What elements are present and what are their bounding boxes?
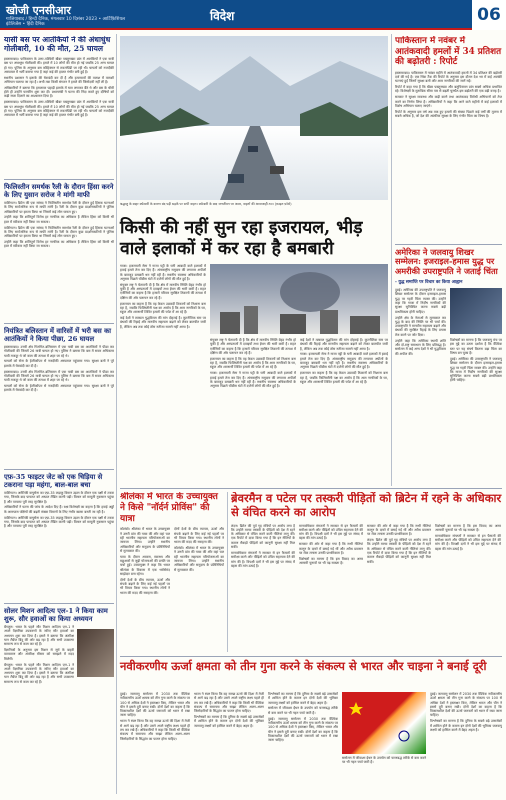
srilanka-story: श्रीलंका में भारत के उच्चायुक्त ने किसे "नॉर्दर्न प्रोविंस" की यात्रा कोलंबो। श्रीलंका में भारत के उच्चायुक्त ने उत्तरी प्रांत की यात्रा की और वहां चल रही भारतीय सहायता परियोजनाओं का जायजा लिया। उन्होंने स्थानीय अधिकारियों और समुदाय के प्रतिनिधियों से मुलाकात की। यात्रा के दौरान आवास, स्वास्थ्य और मछुआरों से जुड़ी योजनाओं की प्रगति पर चर्चा हुई। उच्चायुक्त ने कहा कि भारत श्रीलंका के विकास में एक भरोसेमंद साझेदार बना रहेगा। दोनों देशों के बीच व्यापार, ऊर्जा और संपर्क बढ़ाने के लिए कई नई पहलों पर भी विचार किया गया। स्थानीय लोगों ने भारत की मदद की सराहना की। दोनों देशों के बीच व्यापार, ऊर्जा और संपर्क बढ़ाने के लिए कई नई पहलों पर भी विचार किया गया। स्थानीय लोगों ने भारत की मदद की सराहना की। कोलंबो। श्रीलंका में भारत के उच्चायुक्त ने उत्तरी प्रांत की यात्रा की और वहां चल रही भारतीय सहायता परियोजनाओं का जायजा लिया। उन्होंने स्थानीय अधिकारियों और समुदाय के प्रतिनिधियों से मुलाकात की। [120, 492, 224, 654]
snowfall-photo [120, 36, 388, 200]
israel-body-col3: कई देशों ने तत्काल युद्धविराम की मांग दोहराई है। कूटनीतिक स्तर पर बंधकों की रिहाई और मानवीय सहायता बढ़ाने को लेकर बातचीत जारी है, लेकिन अब तक कोई ठोस नतीजा सामने नहीं आया है। गाजा। इजरायली सेना ने गाजा पट्टी के घनी आबादी वाले इलाकों में हवाई हमले तेज कर दिए हैं। अंतरराष्ट्रीय समुदाय की लगातार अपीलों के बावजूद बमबारी थम नहीं रही है। स्थानीय स्वास्थ्य अधिकारियों के अनुसार पिछले चौबीस घंटों में दर्जनों लोगों की मौत हुई है। इजरायल का कहना है कि वह केवल उग्रवादी ठिकानों को निशाना बना रहा है, जबकि फिलिस्तीनी पक्ष का आरोप है कि आम नागरिकों के घर, स्कूल और शरणार्थी शिविर हमलों की चपेट में आ रहे हैं। [300, 338, 388, 384]
story-bus-attack-headline: यासी बस पर आतंकियों ने की अंधाधुंध गोलीबारी, 10 की मौत, 25 घायल [4, 36, 111, 53]
israel-body-col1: गाजा। इजरायली सेना ने गाजा पट्टी के घनी आबादी वाले इलाकों में हवाई हमले तेज कर दिए हैं। अंतरराष्ट्रीय समुदाय की लगातार अपीलों के बावजूद बमबारी थम नहीं रही है। स्थानीय स्वास्थ्य अधिकारियों के अनुसार पिछले चौबीस घंटों में दर्जनों लोगों की मौत हुई है। संयुक्त राष्ट्र ने चेतावनी दी है कि क्षेत्र में मानवीय स्थिति बेहद गंभीर हो चुकी है और अस्पतालों में दवाइयों तथा ईंधन की भारी कमी है। राहत एजेंसियों का कहना है कि हजारों परिवार सुरक्षित ठिकानों की तलाश में दक्षिण की ओर पलायन कर रहे हैं। इजरायल का कहना है कि वह केवल उग्रवादी ठिकानों को निशाना बना रहा है, जबकि फिलिस्तीनी पक्ष का आरोप है कि आम नागरिकों के घर, स्कूल और शरणार्थी शिविर हमलों की चपेट में आ रहे हैं। कई देशों ने तत्काल युद्धविराम की मांग दोहराई है। कूटनीतिक स्तर पर बंधकों की रिहाई और मानवीय सहायता बढ़ाने को लेकर बातचीत जारी है, लेकिन अब तक कोई ठोस नतीजा सामने नहीं आया है। [120, 264, 206, 329]
braverman-body-col1: लंदन। ब्रिटेन की पूर्व गृह मंत्रियों पर आरोप लगा है कि उन्होंने मानव तस्करी के पीड़ितों को देश में रहने के अधिकार से वंचित करने वाली नीतियां लागू कीं। एक रिपोर्ट में दावा किया गया है कि इन नीतियों के कारण सैकड़ों पीड़ितों को कानूनी सुरक्षा नहीं मिल सकी। मानवाधिकार संगठनों ने सरकार से इन फैसलों की समीक्षा करने और पीड़ितों को उचित सहायता देने की मांग की है। विपक्षी दलों ने भी इस मुद्दे पर संसद में बहस की मांग उठाई है। [231, 523, 295, 568]
israel-body-col2: संयुक्त राष्ट्र ने चेतावनी दी है कि क्षेत्र में मानवीय स्थिति बेहद गंभीर हो चुकी है और अस्पतालों में दवाइयों तथा ईंधन की भारी कमी है। राहत एजेंसियों का कहना है कि हजारों परिवार सुरक्षित ठिकानों की तलाश में दक्षिण की ओर पलायन कर रहे हैं। इजरायल का कहना है कि वह केवल उग्रवादी ठिकानों को निशाना बना रहा है, जबकि फिलिस्तीनी पक्ष का आरोप है कि आम नागरिकों के घर, स्कूल और शरणार्थी शिविर हमलों की चपेट में आ रहे हैं। गाजा। इजरायली सेना ने गाजा पट्टी के घनी आबादी वाले इलाकों में हवाई हमले तेज कर दिए हैं। अंतरराष्ट्रीय समुदाय की लगातार अपीलों के बावजूद बमबारी थम नहीं रही है। स्थानीय स्वास्थ्य अधिकारियों के अनुसार पिछले चौबीस घंटों में दर्जनों लोगों की मौत हुई है। [210, 338, 296, 389]
vice-president-photo [450, 288, 502, 334]
aditya-photo [77, 629, 114, 677]
story-aditya-headline: सोलर मिशन आदित्य एल-1 ने किया काम शुरू, सौर हवाओं का किया अध्ययन [4, 603, 114, 623]
masthead-subline: गाजियाबाद / हिन्दी दैनिक, मंगलवार 10 दिसंबर 2023 • आर्टिफ़िशियल इंटेलिजेंस • हिंदी दैनिक [6, 17, 126, 27]
story-f35-headline: एफ़-35 फाइटर जेट को एक चिड़िया से टकराना पड़ा महंगा, बाल-बाल बचा [4, 469, 114, 489]
snowfall-scene [120, 36, 388, 200]
section-title: विदेश [210, 9, 235, 23]
newspaper-brand: खोजी एनसीआर [6, 4, 71, 17]
story-f35-body: वाशिंगटन। अमेरिकी वायुसेना का एफ़-35 लड़ाकू विमान उड़ान के दौरान एक पक्षी से टकरा गया, जिसके बाद पायलट को आपात लैंडिंग करनी पड़ी। विमान को मामूली नुकसान पहुंचा है और पायलट पूरी तरह सुरक्षित है। अधिकारियों ने घटना की जांच के आदेश दिए हैं। रक्षा विशेषज्ञों का कहना है कि हवाई अड्डों के आसपास पक्षियों की बढ़ती संख्या विमानों के लिए गंभीर खतरा बनती जा रही है। वाशिंगटन। अमेरिकी वायुसेना का एफ़-35 लड़ाकू विमान उड़ान के दौरान एक पक्षी से टकरा गया, जिसके बाद पायलट को आपात लैंडिंग करनी पड़ी। विमान को मामूली नुकसान पहुंचा है और पायलट पूरी तरह सुरक्षित है। [4, 491, 114, 529]
pakistan-attacks-body: इस्लामाबाद। पाकिस्तान में नवंबर महीने में आतंकवादी हमलों में 34 प्रतिशत की बढ़ोतरी दर्ज की गई है। एक थिंक टैंक की रिपोर्ट के अनुसार इस दौरान देश भर में कई आतंकी घटनाएं हुईं जिनमें सुरक्षा बलों और आम नागरिकों की जानें गईं। रिपोर्ट में कहा गया है कि खैबर पख्तूनख्वा और बलूचिस्तान प्रांत सबसे अधिक प्रभावित रहे। विशेषज्ञों के मुताबिक सीमा पार से बढ़ती घुसपैठ इस बढ़ोतरी की एक बड़ी वजह है। सरकार ने सुरक्षा व्यवस्था और कड़ी करने तथा आतंकवाद विरोधी अभियानों को तेज करने का निर्णय लिया है। अधिकारियों ने कहा कि आने वाले महीनों में कई इलाकों में विशेष अभियान चलाए जाएंगे। रिपोर्ट के अनुसार इस वर्ष अब तक हुए हमलों की संख्या पिछले कई वर्षों की तुलना में सबसे अधिक है, जो देश की आंतरिक सुरक्षा के लिए गंभीर चिंता का विषय है। [395, 70, 502, 119]
snowfall-photo-caption: श्रद्धालु के बाहर बर्फबारी के कारण बंद पड़ी सड़कें पर सभी वाहन। बर्फबारी के बाद जनजीवन पर असर, वाहनों की आवाजाही ठप। (फ़ाइल फ़ोटो) [120, 202, 292, 206]
page-number: 06 [472, 0, 506, 30]
story-gilgit-body: इस्लामाबाद। उत्तरी क्षेत्र गिलगित-बलिस्तान में एक यात्री बस का आतंकियों ने पीछा कर गोलीबारी की जिसमें 26 यात्री घायल हो गए। पुलिस ने बताया कि बस में सवार अधिकतर यात्री मजदूर थे जो काम की तलाश में शहर जा रहे थे। घायलों को सेना के हेलीकॉप्टर से नजदीकी अस्पताल पहुंचाया गया। सुरक्षा बलों ने पूरे इलाके में घेराबंदी कर दी है। इस्लामाबाद। उत्तरी क्षेत्र गिलगित-बलिस्तान में एक यात्री बस का आतंकियों ने पीछा कर गोलीबारी की जिसमें 26 यात्री घायल हो गए। पुलिस ने बताया कि बस में सवार अधिकतर यात्री मजदूर थे जो काम की तलाश में शहर जा रहे थे। घायलों को सेना के हेलीकॉप्टर से नजदीकी अस्पताल पहुंचाया गया। सुरक्षा बलों ने पूरे इलाके में घेराबंदी कर दी है। [4, 344, 114, 393]
us-climate-body: दुबई। अमेरिका की उपराष्ट्रपति ने जलवायु शिखर सम्मेलन के दौरान इजराइल-हमास युद्ध पर गहरी चिंता व्यक्त की। उन्होंने कहा कि गाजा में निर्दोष नागरिकों की सुरक्षा सुनिश्चित करना सबसे बड़ी प्राथमिकता होनी चाहिए। उन्होंने क्षेत्र के नेताओं से मुलाकात कर युद्ध के बाद की स्थिति पर भी चर्चा की। उपराष्ट्रपति ने मानवीय सहायता बढ़ाने और बंधकों की सुरक्षित रिहाई के लिए प्रयास तेज करने पर जोर दिया। उन्होंने कहा कि अमेरिका स्थायी शांति और दो-राष्ट्र समाधान के लिए प्रतिबद्ध है। सम्मेलन में कई अन्य देशों ने भी युद्धविराम की अपील की। [395, 288, 446, 356]
story-rally-body: वाशिंगटन। ब्रिटेन की एक सांसद ने फिलिस्तीन समर्थक रैली के दौरान हुई हिंसक घटनाओं के लिए सार्वजनिक रूप से माफी मांगी है। रैली के दौरान कुछ प्रदर्शनकारियों ने पुलिस अधिकारियों पर हमला किया था जिसमें कई लोग घायल हुए। उन्होंने कहा कि शांतिपूर्ण विरोध हर नागरिक का अधिकार है लेकिन हिंसा को किसी भी हाल में स्वीकार नहीं किया जा सकता। वाशिंगटन। ब्रिटेन की एक सांसद ने फिलिस्तीन समर्थक रैली के दौरान हुई हिंसक घटनाओं के लिए सार्वजनिक रूप से माफी मांगी है। रैली के दौरान कुछ प्रदर्शनकारियों ने पुलिस अधिकारियों पर हमला किया था जिसमें कई लोग घायल हुए। उन्होंने कहा कि शांतिपूर्ण विरोध हर नागरिक का अधिकार है लेकिन हिंसा को किसी भी हाल में स्वीकार नहीं किया जा सकता। [4, 200, 114, 249]
masthead [0, 0, 506, 30]
left-column [4, 36, 114, 796]
right-column: पाकिस्तान में नवंबर में आतंकवादी हमलों में 34 प्रतिशत की बढ़ोतरी : रिपोर्ट इस्लामाबाद। पाकिस्तान में नवंबर महीने में आतंकवादी हमलों में 34 प्रतिशत की बढ़ोतरी दर्ज की गई है। एक थिंक टैंक की रिपोर्ट के अनुसार इस दौरान देश भर में कई आतंकी घटनाएं हुईं जिनमें सुरक्षा बलों और आम नागरिकों की जानें गईं। रिपोर्ट में कहा गया है कि खैबर पख्तूनख्वा और बलूचिस्तान प्रांत सबसे अधिक प्रभावित रहे। विशेषज्ञों के मुताबिक सीमा पार से बढ़ती घुसपैठ इस बढ़ोतरी की एक बड़ी वजह है। सरकार ने सुरक्षा व्यवस्था और कड़ी करने तथा आतंकवाद विरोधी अभियानों को तेज करने का निर्णय लिया है। अधिकारियों ने कहा कि आने वाले महीनों में कई इलाकों में विशेष अभियान चलाए जाएंगे। रिपोर्ट के अनुसार इस वर्ष अब तक हुए हमलों की संख्या पिछले कई वर्षों की तुलना में सबसे अधिक है, जो देश की आंतरिक सुरक्षा के लिए गंभीर चिंता का विषय है। अमेरिका ने जलवायु शिखर सम्मेलन: इजराइल-हमास युद्ध पर अमरीकी उपराष्ट्रपति ने जताई चिंता - युद्ध समाप्ति पर विचार का किया आह्वान दुबई। अमेरिका की उपराष्ट्रपति ने जलवायु शिखर सम्मेलन के दौरान इजराइल-हमास युद्ध पर गहरी चिंता व्यक्त की। उन्होंने कहा कि गाजा में निर्दोष नागरिकों की सुरक्षा सुनिश्चित करना सबसे बड़ी प्राथमिकता होनी चाहिए। उन्होंने क्षेत्र के नेताओं से मुलाकात कर युद्ध के बाद की स्थिति पर भी चर्चा की। उपराष्ट्रपति ने मानवीय सहायता बढ़ाने और बंधकों की सुरक्षित रिहाई के लिए प्रयास तेज करने पर जोर दिया। उन्होंने कहा कि अमेरिका स्थायी शांति और दो-राष्ट्र समाधान के लिए प्रतिबद्ध है। सम्मेलन में कई अन्य देशों ने भी युद्धविराम की अपील की। विशेषज्ञों का मानना है कि जलवायु मंच पर इस मुद्दे का उठना दर्शाता है कि वैश्विक स्तर पर यह संघर्ष कितना बड़ा चिंता का विषय बन चुका है। दुबई। अमेरिका की उपराष्ट्रपति ने जलवायु शिखर सम्मेलन के दौरान इजराइल-हमास युद्ध पर गहरी चिंता व्यक्त की। उन्होंने कहा कि गाजा में निर्दोष नागरिकों की सुरक्षा सुनिश्चित करना सबसे बड़ी प्राथमिकता होनी चाहिए। [395, 36, 502, 486]
us-climate-headline: अमेरिका ने जलवायु शिखर सम्मेलन: इजराइल-हमास युद्ध पर अमरीकी उपराष्ट्रपति ने जताई चिंता [395, 244, 502, 278]
israel-headline: किसी की नहीं सुन रहा इजरायल, भीड़ वाले इलाकों में कर रहा है बमबारी [120, 218, 363, 259]
braverman-story: ब्रेवरमैन व पटेल पर तस्करी पीड़ितों को ब्रिटेन में रहने के अधिकार से वंचित करने का आरोप लंदन। ब्रिटेन की पूर्व गृह मंत्रियों पर आरोप लगा है कि उन्होंने मानव तस्करी के पीड़ितों को देश में रहने के अधिकार से वंचित करने वाली नीतियां लागू कीं। एक रिपोर्ट में दावा किया गया है कि इन नीतियों के कारण सैकड़ों पीड़ितों को कानूनी सुरक्षा नहीं मिल सकी। मानवाधिकार संगठनों ने सरकार से इन फैसलों की समीक्षा करने और पीड़ितों को उचित सहायता देने की मांग की है। विपक्षी दलों ने भी इस मुद्दे पर संसद में बहस की मांग उठाई है। मानवाधिकार संगठनों ने सरकार से इन फैसलों की समीक्षा करने और पीड़ितों को उचित सहायता देने की मांग की है। विपक्षी दलों ने भी इस मुद्दे पर संसद में बहस की मांग उठाई है। सरकार की ओर से कहा गया है कि सभी नीतियां कानून के दायरे में बनाई गई थीं और अवैध प्रवासन पर रोक लगाना उनकी प्राथमिकता है। विशेषज्ञों का मानना है कि इस विवाद का असर आगामी चुनावों पर भी पड़ सकता है। सरकार की ओर से कहा गया है कि सभी नीतियां कानून के दायरे में बनाई गई थीं और अवैध प्रवासन पर रोक लगाना उनकी प्राथमिकता है। लंदन। ब्रिटेन की पूर्व गृह मंत्रियों पर आरोप लगा है कि उन्होंने मानव तस्करी के पीड़ितों को देश में रहने के अधिकार से वंचित करने वाली नीतियां लागू कीं। एक रिपोर्ट में दावा किया गया है कि इन नीतियों के कारण सैकड़ों पीड़ितों को कानूनी सुरक्षा नहीं मिल सकी। विशेषज्ञों का मानना है कि इस विवाद का असर आगामी चुनावों पर भी पड़ सकता है। मानवाधिकार संगठनों ने सरकार से इन फैसलों की समीक्षा करने और पीड़ितों को उचित सहायता देने की मांग की है। विपक्षी दलों ने भी इस मुद्दे पर संसद में बहस की मांग उठाई है। [231, 492, 502, 654]
renewable-body-col1: दुबई। जलवायु सम्मेलन में 2030 तक वैश्विक नवीकरणीय ऊर्जा क्षमता को तीन गुना करने के संकल्प पर 100 से अधिक देशों ने हस्ताक्षर किए, लेकिन भारत और चीन ने इससे दूरी बनाए रखी। दोनों देशों का कहना है कि विकासशील देशों की ऊर्जा जरूरतों को ध्यान में रखा जाना चाहिए। भारत ने स्पष्ट किया कि वह स्वच्छ ऊर्जा की दिशा में तेजी से आगे बढ़ रहा है और उसने अपने राष्ट्रीय लक्ष्य पहले ही तय कर रखे हैं। अधिकारियों ने कहा कि किसी भी वैश्विक संकल्प में समानता और साझा लेकिन अलग-अलग जिम्मेदारियों के सिद्धांत का पालन होना चाहिए। [120, 692, 190, 741]
story-rally-headline: फिलिस्तीन समर्थक रैली के दौरान हिंसा करने के लिए युसान सरोज ने मांगी माफी [4, 179, 114, 199]
flags-graphic [342, 692, 426, 754]
us-climate-kicker: - युद्ध समाप्ति पर विचार का किया आह्वान [395, 280, 463, 286]
story-bus-attack-body: इस्लामाबाद। पाकिस्तान के उत्तर-पश्चिमी खैबर पख्तूनख्वा प्रांत में आतंकियों ने एक यात्री बस पर अंधाधुंध गोलीबारी की। हमले में 10 लोगों की मौत हो गई जबकि 25 अन्य घायल हो गए। पुलिस के अनुसार बस कोहिस्तान से रावलपिंडी जा रही थी। घायलों को नजदीकी अस्पताल में भर्ती कराया गया है जहां कई की हालत गंभीर बनी हुई है। स्थानीय प्रशासन ने इलाके की घेराबंदी कर दी है और हमलावरों की तलाश में तलाशी अभियान चलाया जा रहा है। अभी तक किसी संगठन ने हमले की जिम्मेदारी नहीं ली है। अधिकारियों ने बताया कि हमलावर पहाड़ी इलाके में घात लगाकर बैठे थे और बस के धीमी होते ही उन्होंने फायरिंग शुरू कर दी। प्रधानमंत्री ने घटना की निंदा करते हुए दोषियों को कड़ी सजा दिलाने का आश्वासन दिया है। इस्लामाबाद। पाकिस्तान के उत्तर-पश्चिमी खैबर पख्तूनख्वा प्रांत में आतंकियों ने एक यात्री बस पर अंधाधुंध गोलीबारी की। हमले में 10 लोगों की मौत हो गई जबकि 25 अन्य घायल हो गए। पुलिस के अनुसार बस कोहिस्तान से रावलपिंडी जा रही थी। घायलों को नजदीकी अस्पताल में भर्ती कराया गया है जहां कई की हालत गंभीर बनी हुई है। [4, 56, 114, 118]
story-gilgit-headline: नियंत्रित बलिस्तान में वारिसों में भरी बस का आतंकियों ने किया पीछा, 26 घायल [4, 323, 114, 343]
gaza-skyline [210, 264, 388, 334]
braverman-headline: ब्रेवरमैन व पटेल पर तस्करी पीड़ितों को ब्रिटेन में रहने के अधिकार से वंचित करने का आरोप [231, 492, 502, 519]
renewable-headline: नवीकरणीय ऊर्जा क्षमता को तीन गुना करने के संकल्प से भारत और चाइना ने बनाई दूरी [120, 659, 487, 673]
srilanka-body: कोलंबो। श्रीलंका में भारत के उच्चायुक्त ने उत्तरी प्रांत की यात्रा की और वहां चल रही भारतीय सहायता परियोजनाओं का जायजा लिया। उन्होंने स्थानीय अधिकारियों और समुदाय के प्रतिनिधियों से मुलाकात की। यात्रा के दौरान आवास, स्वास्थ्य और मछुआरों से जुड़ी योजनाओं की प्रगति पर चर्चा हुई। उच्चायुक्त ने कहा कि भारत श्रीलंका के विकास में एक भरोसेमंद साझेदार बना रहेगा। दोनों देशों के बीच व्यापार, ऊर्जा और संपर्क बढ़ाने के लिए कई नई पहलों पर भी विचार किया गया। स्थानीय लोगों ने भारत की मदद की सराहना की। [120, 527, 170, 595]
story-aditya-body: बेंगलुरु। भारत के पहले सौर मिशन आदित्य एल-1 ने अपने वैज्ञानिक उपकरणों के जरिए सौर हवाओं का अध्ययन शुरू कर दिया है। इसरो ने बताया कि अंतरिक्ष यान लैग्रेंज बिंदु की ओर बढ़ रहा है और सभी उपकरण सामान्य रूप से काम कर रहे हैं। वैज्ञानिकों के अनुसार इस मिशन से सूर्य के बाहरी वातावरण और अंतरिक्ष मौसम को समझने में मदद मिलेगी। बेंगलुरु। भारत के पहले सौर मिशन आदित्य एल-1 ने अपने वैज्ञानिक उपकरणों के जरिए सौर हवाओं का अध्ययन शुरू कर दिया है। इसरो ने बताया कि अंतरिक्ष यान लैग्रेंज बिंदु की ओर बढ़ रहा है और सभी उपकरण सामान्य रूप से काम कर रहे हैं। [4, 625, 74, 684]
pakistan-attacks-headline: पाकिस्तान में नवंबर में आतंकवादी हमलों में 34 प्रतिशत की बढ़ोतरी : रिपोर्ट [395, 36, 502, 68]
india-china-flags-photo [342, 692, 426, 754]
gaza-smoke-photo [210, 264, 388, 334]
srilanka-headline: श्रीलंका में भारत के उच्चायुक्त ने किसे "नॉर्दर्न प्रोविंस" की यात्रा [120, 492, 218, 524]
